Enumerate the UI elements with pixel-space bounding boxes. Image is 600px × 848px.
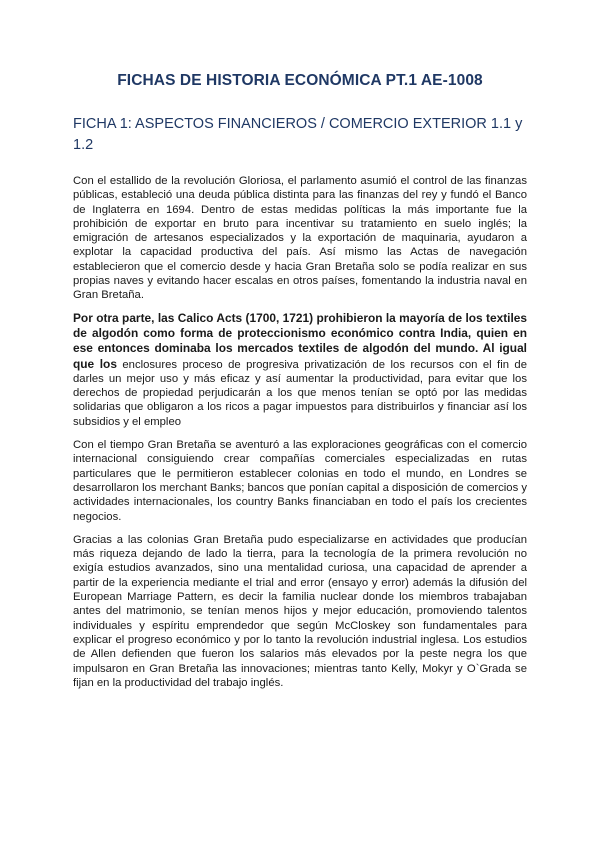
paragraph-2-rest: enclosures proceso de progresiva privatización de los recursos con el fin de darles un mejor uso y más eficaz y así aumentar la productividad, para evitar que los derechos de propiedad perjudicarán a los que menos tenían se optó por las medidas solidarias que obligaron a los ricos a pagar impuestos para distribuirlos y financiar así los subsidios y el empleo	[73, 358, 527, 428]
document-title: FICHAS DE HISTORIA ECONÓMICA PT.1 AE-1008	[117, 72, 483, 89]
document-body	[73, 174, 527, 699]
paragraph-1: Con el estallido de la revolución Gloriosa, el parlamento asumió el control de las finanzas públicas, estableció una deuda pública distinta para las finanzas del rey y fundó el Banco de Inglaterra en 1694. Dentro de estas medidas políticas la más importante fue la prohibición de exportar en bruto para incentivar su tratamiento en suelo inglés; la emigración de artesanos especializados y la exportación de maquinaria, ayudaron a explotar la capacidad productiva del país. Así mismo las Actas de navegación establecieron que el comercio desde y hacia Gran Bretaña solo se podía realizar en sus propias naves y evitando hacer escalas en otros países, fomentando la industria naval en Gran Bretaña.	[73, 175, 527, 302]
paragraph-3: Con el tiempo Gran Bretaña se aventuró a las exploraciones geográficas con el comercio internacional consiguiendo crear compañías comerciales especializadas en rutas particulares que le permitieron establecer colonias en todo el mundo, en Londres se desarrollaron los merchant Banks; bancos que ponían capital a disposición de comercios y actividades internacionales, los country Banks financiaban en todo el país los crecientes negocios.	[73, 439, 528, 523]
paragraph-2-bold: Por otra parte, las Calico Acts (1700, 1721) prohibieron la mayoría de los textiles de algodón como forma de proteccionismo económico contra India, quien en ese entonces dominaba los mercados textiles de algodón del mundo. Al igual que los	[73, 310, 527, 371]
paragraph-4: Gracias a las colonias Gran Bretaña pudo especializarse en actividades que producían más riqueza dejando de lado la tierra, para la tecnología de la primera revolución no exigía estudios avanzados, sino una mentalidad curiosa, una capacidad de aprender a partir de la experiencia mediante el trial and error (ensayo y error) además la difusión del European Marriage Pattern, es decir la familia nuclear donde los miembros trabajaban antes del matrimonio, se tenían menos hijos y mejor educación, promoviendo talentos individuales y espíritu emprendedor que según McCloskey son fundamentales para explicar el progreso económico y por lo tanto la revolución industrial inglesa. Los estudios de Allen defienden que fueron los salarios más elevados por la peste negra los que impulsaron en Gran Bretaña las innovaciones; mientras tanto Kelly, Mokyr y O`Grada se fijan en la productividad del trabajo inglés.	[73, 533, 527, 689]
section-subtitle: FICHA 1: ASPECTOS FINANCIEROS / COMERCIO EXTERIOR 1.1 y 1.2	[73, 116, 523, 153]
paragraph-2	[73, 311, 527, 429]
